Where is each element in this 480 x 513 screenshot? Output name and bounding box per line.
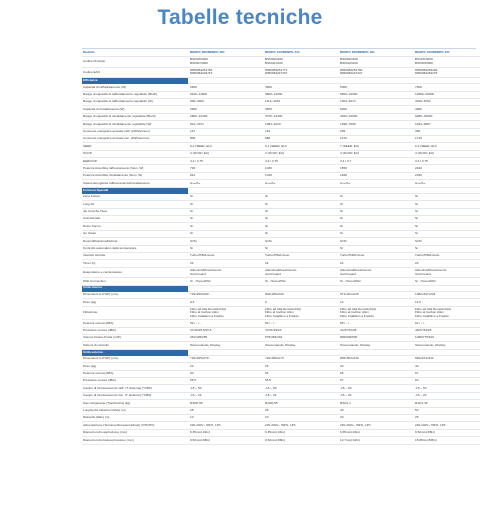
spec-value: Sì — [263, 230, 338, 237]
spec-value: Sì — [413, 216, 480, 223]
spec-value: 4400~21900 — [338, 113, 413, 120]
spec-row — [82, 57, 480, 68]
spec-table-container — [82, 48, 476, 513]
spec-value: Telecomando, Display — [188, 342, 263, 349]
spec-value: A++/A+ — [338, 180, 413, 187]
spec-row — [82, 407, 480, 414]
spec-label: Auto-Restart — [82, 216, 188, 223]
spec-value: Sì - HomeWhiz — [188, 278, 263, 285]
spec-value: 10 — [188, 414, 263, 421]
spec-row — [82, 422, 480, 429]
spec-value: Sì — [188, 245, 263, 252]
spec-label: WiFi Connection — [82, 278, 188, 285]
spec-value: 9 — [263, 299, 338, 306]
spec-value: Sì/Sì — [338, 238, 413, 245]
spec-value: 3,4 / 3,75 — [263, 158, 338, 165]
spec-table — [82, 49, 480, 445]
spec-row — [82, 193, 480, 200]
spec-label: Range di capacità di riscaldamento regolabile (W) — [82, 121, 188, 128]
spec-label: Consumo energetico annuale raffr. (kWh/annum) — [82, 128, 188, 135]
spec-label: SEER — [82, 143, 188, 150]
spec-value: 1084~4220 — [263, 121, 338, 128]
spec-label: Capacità di riscaldamento (W) — [82, 106, 188, 113]
spec-value: R32/0,55 — [263, 400, 338, 407]
spec-value: Turbo/H/M/L/Auto — [413, 252, 480, 259]
spec-label: Gas refrigerante (Tipo/Carica) (kg) — [82, 400, 188, 407]
spec-row — [82, 267, 480, 278]
spec-value: -15 ~ 50 — [338, 385, 413, 392]
spec-row — [82, 363, 480, 370]
spec-value: 54 / - / - — [263, 320, 338, 327]
spec-label: Classe Energetica raffrescamento/riscaldamento — [82, 180, 188, 187]
spec-value: 57 — [338, 378, 413, 385]
spec-value: 220-240V~ 50Hz, 1Ph — [263, 422, 338, 429]
spec-row — [82, 370, 480, 377]
spec-value: 3,3 / 3,75 — [413, 158, 480, 165]
spec-value: Sì — [263, 208, 338, 215]
spec-value: 50 — [413, 407, 480, 414]
spec-label: Codice Prodotto — [82, 57, 188, 68]
spec-value: Sì — [338, 201, 413, 208]
spec-value: Alluminio/Rivestimento Gold Guard — [338, 267, 413, 278]
spec-value: 4 (SCOP, EU) — [188, 150, 263, 157]
spec-value: 14,5 — [413, 299, 480, 306]
spec-value: Filtro ad Alta Densità (Dpi) Filtro al Carbon Attivi Filtro Catalitico a Freddo — [338, 306, 413, 320]
spec-value: A++/A+ — [263, 180, 338, 187]
spec-label: SCOP — [82, 150, 188, 157]
spec-value: 1098/775/610 — [413, 334, 480, 341]
spec-value: 3019~8792 — [413, 98, 480, 105]
spec-value: Sì - HomeWhiz — [263, 278, 338, 285]
spec-row — [82, 327, 480, 334]
spec-value: Sì — [263, 223, 338, 230]
spec-label: Dislivello (Max) (m) — [82, 414, 188, 421]
spec-value: 25 — [413, 414, 480, 421]
spec-value: Sì — [413, 201, 480, 208]
spec-value: Alluminio/Rivestimento Gold Guard — [413, 267, 480, 278]
spec-row — [82, 260, 480, 267]
spec-row — [82, 180, 480, 187]
spec-value: Telecomando, Display — [263, 342, 338, 349]
spec-value: 1524~9467 — [413, 121, 480, 128]
spec-value: 729x250x200 — [188, 291, 263, 298]
spec-value: -15 ~ 24 — [413, 392, 480, 399]
spec-value: Sì — [413, 208, 480, 215]
spec-row — [82, 400, 480, 407]
spec-value: Sì/Sì — [188, 238, 263, 245]
page-title: Tabelle tecniche — [157, 6, 323, 29]
spec-value: 971x321x228 — [338, 291, 413, 298]
spec-label: Campo di funzionamento risc. (T. Esterna) (°CBS) — [82, 392, 188, 399]
spec-value: 9,52mm(3/8in) — [263, 437, 338, 444]
spec-value: BS03003000 BS03073000 — [188, 57, 263, 68]
spec-value: 805 — [188, 135, 263, 142]
spec-value: Sì — [338, 223, 413, 230]
spec-row — [82, 172, 480, 179]
spec-label: Controllo automatico della temperatura — [82, 245, 188, 252]
spec-label: Potenza Assorbita riscaldamento (Nom. W) — [82, 172, 188, 179]
spec-label: Long Air — [82, 201, 188, 208]
model-name: BENPC 120/BENPG 121 — [263, 49, 338, 57]
spec-value: Sì — [338, 230, 413, 237]
model-name: BENPC 240/BENPG 241 — [413, 49, 480, 57]
spec-label: EER/COP — [82, 158, 188, 165]
spec-value: 55,5 — [263, 378, 338, 385]
spec-row — [82, 437, 480, 444]
spec-value: 813 — [188, 172, 263, 179]
spec-value: Sì/Sì — [413, 238, 480, 245]
spec-value: Sì — [188, 223, 263, 230]
spec-value: Sì — [263, 245, 338, 252]
spec-row — [82, 385, 480, 392]
spec-value: 1018 — [263, 172, 338, 179]
spec-label: Jet Cool/Jet Heat — [82, 208, 188, 215]
spec-value: 9800~14000 — [263, 91, 338, 98]
spec-value: 41/37/31/28 — [338, 327, 413, 334]
spec-value: Turbo/H/M/L/Auto — [263, 252, 338, 259]
spec-value: 9,52mm(3/8in) — [413, 429, 480, 436]
spec-value: 55,5 — [188, 378, 263, 385]
spec-value: 220-240V~ 50Hz, 1Ph — [338, 422, 413, 429]
spec-value: Sì — [188, 230, 263, 237]
spec-value: 790 — [188, 165, 263, 172]
spec-value: 806/606/500 — [338, 334, 413, 341]
spec-value: 451/325/255 — [188, 334, 263, 341]
spec-value: 1114~4162 — [263, 98, 338, 105]
spec-value: 1550 — [338, 165, 413, 172]
spec-row — [82, 201, 480, 208]
spec-label: Range di capacità di raffreddamento regolabile (W) — [82, 98, 188, 105]
spec-label: Evaporatore e condensatore — [82, 267, 188, 278]
spec-label: Consumo energetico annuale risc. (kWh/annum) — [82, 135, 188, 142]
spec-value: 46/37/34/28 — [413, 327, 480, 334]
spec-value: A++/A+ — [413, 180, 480, 187]
section-title: Unità interna — [82, 285, 188, 291]
spec-value: 720x495x270 — [188, 355, 263, 362]
spec-label: Range di capacità di riscaldamento regolabile (Btu/h) — [82, 113, 188, 120]
spec-value: 6200 — [338, 106, 413, 113]
spec-row — [82, 84, 480, 91]
spec-value: Turbo/H/M/L/Auto — [188, 252, 263, 259]
spec-value: BS03023100 BS03123100 — [338, 57, 413, 68]
spec-value: 802x295x200 — [263, 291, 338, 298]
spec-value: Sì — [413, 223, 480, 230]
spec-value: 1030 — [263, 165, 338, 172]
spec-value: 8050084251772 8050084247347 — [263, 67, 338, 78]
spec-value: 900~3400 — [188, 98, 263, 105]
spec-value: 37/31/29/23 — [263, 327, 338, 334]
spec-value: 886 — [263, 135, 338, 142]
spec-value: 1470 — [338, 135, 413, 142]
spec-value: 8050084264282 8050084264275 — [413, 67, 480, 78]
spec-row — [82, 355, 480, 362]
spec-value: 191 — [263, 128, 338, 135]
spec-row — [82, 378, 480, 385]
spec-value: 5300 — [338, 84, 413, 91]
spec-value: Alluminio/Rivestimento Gold Guard — [188, 267, 263, 278]
spec-label: Go Clean — [82, 230, 188, 237]
spec-label: Sistemi di controllo — [82, 342, 188, 349]
spec-value: -15 ~ 24 — [338, 392, 413, 399]
spec-label: Dimensioni (LxHxP) (mm) — [82, 291, 188, 298]
spec-value: Filtro ad Alta Densità (Dpi) Filtro al Carbon Attivi Filtro Catalitico a Freddo — [188, 306, 263, 320]
spec-row — [82, 392, 480, 399]
spec-row — [82, 414, 480, 421]
spec-row — [82, 306, 480, 320]
spec-label: Dolce Sonno — [82, 223, 188, 230]
spec-value: 60 — [188, 370, 263, 377]
spec-label: Diametro tubo bassa pressione (mm) — [82, 437, 188, 444]
spec-row — [82, 223, 480, 230]
spec-row — [82, 208, 480, 215]
spec-row — [82, 238, 480, 245]
spec-value: 65 — [338, 370, 413, 377]
spec-row — [82, 150, 480, 157]
spec-label: Codice EAN — [82, 67, 188, 78]
model-name: BENPC 090/BENPG 091 — [188, 49, 263, 57]
spec-value: -15 ~ 24 — [263, 392, 338, 399]
spec-row — [82, 67, 480, 78]
spec-row — [82, 252, 480, 259]
spec-label: Lunghezza tubazioni (Max) (m) — [82, 407, 188, 414]
spec-value: 6800~21000 — [338, 91, 413, 98]
spec-row — [82, 158, 480, 165]
spec-value: 6,2 (SEER, EU) — [188, 143, 263, 150]
spec-table-body — [82, 49, 480, 444]
spec-value: 12,7mm(1/2in) — [338, 437, 413, 444]
spec-label: Filtrazione — [82, 306, 188, 320]
spec-row — [82, 230, 480, 237]
spec-value: 2420 — [413, 165, 480, 172]
spec-value: 64 — [263, 370, 338, 377]
spec-value: 805x554x330 — [338, 355, 413, 362]
spec-value: 24 — [338, 260, 413, 267]
spec-row — [82, 91, 480, 98]
spec-value: -15 ~ 50 — [188, 385, 263, 392]
spec-value: 60 — [413, 378, 480, 385]
spec-value: -15 ~ 24 — [188, 392, 263, 399]
spec-label: Range di capacità di raffreddamento regolabile (Btu/h) — [82, 91, 188, 98]
spec-row — [82, 143, 480, 150]
spec-value: Sì — [413, 230, 480, 237]
spec-value: 2800~12300 — [188, 113, 263, 120]
spec-value: A++/A+ — [188, 180, 263, 187]
spec-value: 32 — [338, 363, 413, 370]
spec-value: 24 — [263, 260, 338, 267]
spec-value: 7000 — [413, 84, 480, 91]
spec-value: 4900 — [413, 106, 480, 113]
spec-value: BS03003100 BS03113100 — [263, 57, 338, 68]
spec-row — [82, 165, 480, 172]
spec-value: Telecomando, Display — [413, 342, 480, 349]
header-label: Modello — [82, 49, 188, 57]
spec-label: Peso (kg) — [82, 299, 188, 306]
section-title: Efficienza — [82, 78, 188, 84]
spec-row — [82, 106, 480, 113]
spec-value: 9,52mm(3/8in) — [188, 437, 263, 444]
spec-label: Potenza sonora (dBA) — [82, 370, 188, 377]
spec-label: Timer (h) — [82, 260, 188, 267]
spec-value: Sì — [188, 193, 263, 200]
spec-row — [82, 98, 480, 105]
spec-value: Sì — [263, 193, 338, 200]
spec-value: 1715 — [413, 135, 480, 142]
section-title: Unità esterna — [82, 349, 188, 355]
spec-label: Deumidificazione/Defrost — [82, 238, 188, 245]
spec-row — [82, 113, 480, 120]
spec-label: Capacità di raffreddamento (W) — [82, 84, 188, 91]
spec-value: 8050084251790 8050084247347 — [338, 67, 413, 78]
spec-value: Filtro ad Alta Densità (Dpi) Filtro al Carbon Attivi Filtro Catalitico a Freddo — [263, 306, 338, 320]
spec-value: R32/0,55 — [188, 400, 263, 407]
spec-value: Filtro ad Alta Densità (Dpi) Filtro al Carbon Attivi Filtro Catalitico a Freddo — [413, 306, 480, 320]
spec-value: 43 — [413, 363, 480, 370]
spec-value: Sì - HomeWhiz — [338, 278, 413, 285]
spec-value: 575/453/434 — [263, 334, 338, 341]
spec-value: 3500 — [263, 106, 338, 113]
spec-value: 1082x337x234 — [413, 291, 480, 298]
spec-value: 67 — [413, 370, 480, 377]
spec-value: 6,4 (SEER, EU) — [413, 143, 480, 150]
spec-row — [82, 245, 480, 252]
spec-value: Sì — [413, 193, 480, 200]
spec-value: Sì — [338, 208, 413, 215]
spec-value: 6,1 (SEER, EU) — [263, 143, 338, 150]
spec-value: Sì — [263, 216, 338, 223]
spec-value: 220-240V~ 50Hz, 1Ph — [188, 422, 263, 429]
spec-value: 821~3371 — [188, 121, 263, 128]
spec-value: 220-240V~ 50Hz, 1Ph — [413, 422, 480, 429]
spec-value: 10 — [263, 414, 338, 421]
spec-value: 1628 — [338, 172, 413, 179]
spec-value: Turbo/H/M/L/Auto — [338, 252, 413, 259]
spec-value: Alluminio/Rivestimento Gold Guard — [263, 267, 338, 278]
spec-value: Sì - HomeWhiz — [413, 278, 480, 285]
spec-value: 30 — [338, 407, 413, 414]
spec-row — [82, 121, 480, 128]
spec-value: Sì — [413, 245, 480, 252]
spec-value: 12 — [338, 299, 413, 306]
spec-value: 6,35mm(1/4in) — [188, 429, 263, 436]
spec-label: Dimensioni (LxHxP) (mm) — [82, 355, 188, 362]
section-title: Funzioni Speciali — [82, 187, 188, 193]
spec-value: Sì — [338, 193, 413, 200]
spec-row — [82, 278, 480, 285]
spec-value: 147 — [188, 128, 263, 135]
spec-value: 20 — [338, 414, 413, 421]
spec-label: Campo di funzionamento raffr. (T. Esterna) (°CBS) — [82, 385, 188, 392]
spec-value: 61 / - / - — [413, 320, 480, 327]
spec-value: 24 — [188, 260, 263, 267]
spec-row — [82, 135, 480, 142]
spec-value: 360 — [413, 128, 480, 135]
spec-value: 4 (SCOP, EU) — [338, 150, 413, 157]
spec-value: BS11513000 BS03033000 — [413, 57, 480, 68]
spec-value: 2330 — [413, 172, 480, 179]
spec-label: Diametro tubo aspirazione (mm) — [82, 429, 188, 436]
spec-value: 1290~7005 — [338, 121, 413, 128]
spec-value: 8,5 — [188, 299, 263, 306]
spec-row — [82, 320, 480, 327]
spec-value: 25 — [263, 363, 338, 370]
spec-label: Potenza sonora (dBA) — [82, 320, 188, 327]
spec-value: 1304~6272 — [338, 98, 413, 105]
spec-value: 24 — [413, 260, 480, 267]
spec-value: 4 (SCOP, EU) — [413, 150, 480, 157]
spec-value: R32/1,45 — [413, 400, 480, 407]
spec-value: Sì/Sì — [263, 238, 338, 245]
spec-value: Sì — [188, 216, 263, 223]
spec-value: 720x495x270 — [263, 355, 338, 362]
spec-row — [82, 429, 480, 436]
spec-label: Potenza Assorbita raffrescamento (Nom. W) — [82, 165, 188, 172]
model-name: BENPC 180/BENPG 181 — [338, 49, 413, 57]
spec-label: Velocità Ventola — [82, 252, 188, 259]
spec-row — [82, 291, 480, 298]
spec-value: 25 — [188, 407, 263, 414]
spec-label: Pressione sonora (dBA) — [82, 378, 188, 385]
spec-label: Pressione sonora (dBA) — [82, 327, 188, 334]
spec-value: 2600 — [188, 84, 263, 91]
spec-value: 8050084251783 8050084249716 — [188, 67, 263, 78]
spec-value: 3,4 / 3,7 — [338, 158, 413, 165]
spec-value: 265 — [338, 128, 413, 135]
spec-value: 37/30/25,5/20,5 — [188, 327, 263, 334]
spec-value: 6,35mm(1/4in) — [338, 429, 413, 436]
spec-value: Sì — [188, 208, 263, 215]
spec-value: 7 (SEER, EU) — [338, 143, 413, 150]
spec-value: 9100~11800 — [188, 91, 263, 98]
spec-value: -15 ~ 50 — [413, 385, 480, 392]
spec-value: 52 / - / - — [188, 320, 263, 327]
spec-value: 23 — [188, 363, 263, 370]
spec-value: Sì — [188, 201, 263, 208]
spec-value: Sì — [338, 245, 413, 252]
spec-value: 58 / - / - — [338, 320, 413, 327]
spec-value: 25 — [263, 407, 338, 414]
spec-value: 15,88mm(5/8in) — [413, 437, 480, 444]
spec-value: 12980~30000 — [413, 91, 480, 98]
spec-row — [82, 216, 480, 223]
spec-row — [82, 342, 480, 349]
spec-value: Sì — [338, 216, 413, 223]
spec-row — [82, 128, 480, 135]
spec-value: 2900 — [188, 106, 263, 113]
spec-label: Alimentazione (Tensione/Frequenza/Fasi) (V/Hz/Ph) — [82, 422, 188, 429]
spec-value: 3,4 / 3,75 — [188, 158, 263, 165]
spec-value: Telecomando, Display — [338, 342, 413, 349]
spec-value: Sì — [263, 201, 338, 208]
spec-row — [82, 334, 480, 341]
spec-label: Volume Flusso D'aria (m³/h) — [82, 334, 188, 341]
spec-row — [82, 299, 480, 306]
spec-value: 3700~14400 — [263, 113, 338, 120]
spec-value: 6,35mm(1/4in) — [263, 429, 338, 436]
spec-value: 9280~32900 — [413, 113, 480, 120]
spec-value: R32/1,1 — [338, 400, 413, 407]
spec-value: -15 ~ 50 — [263, 385, 338, 392]
spec-label: Zone Follow — [82, 193, 188, 200]
header-row — [82, 49, 480, 57]
spec-label: Peso (kg) — [82, 363, 188, 370]
spec-value: 4 (SCOP, EU) — [263, 150, 338, 157]
spec-value: 890x673x342 — [413, 355, 480, 362]
spec-value: 3500 — [263, 84, 338, 91]
